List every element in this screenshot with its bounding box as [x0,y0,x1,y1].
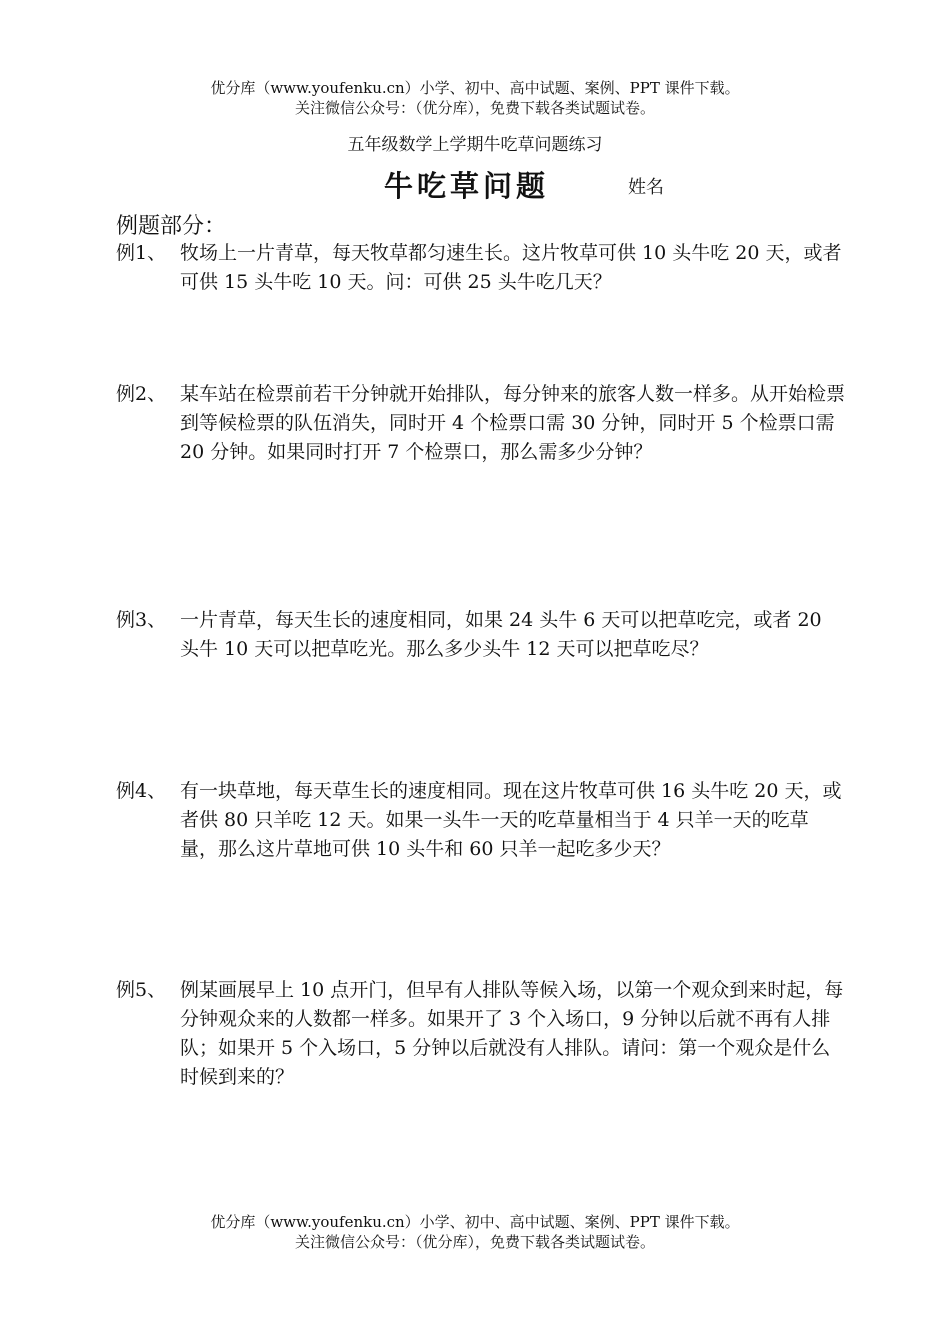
header-line-1: 优分库（www.youfenku.cn）小学、初中、高中试题、案例、PPT 课件下载。 [210,79,740,97]
problem-5 [116,976,846,1092]
problem-label: 例4、 [116,780,167,802]
problem-text: 例某画展早上 10 点开门，但早有人排队等候入场，以第一个观众到来时起，每分钟观众来的人数都一样多。如果开了 3 个入场口，9 分钟以后就不再有人排队；如果开 5 个入场口，5 分钟以后就没有人排队。请问：第一个观众是什么时候到来的？ [180,979,844,1088]
page-title: 牛吃草问题 [384,169,550,203]
problem-text: 一片青草，每天生长的速度相同，如果 24 头牛 6 天可以把草吃完，或者 20 头牛 10 天可以把草吃光。那么多少头牛 12 天可以把草吃尽？ [180,609,822,660]
page-footer [0,1212,950,1252]
problem-label: 例5、 [116,979,167,1001]
problem-2 [116,380,846,467]
problem-text: 牧场上一片青草，每天牧草都匀速生长。这片牧草可供 10 头牛吃 20 天，或者可供 15 头牛吃 10 天。问：可供 25 头牛吃几天？ [180,242,842,293]
problem-label: 例3、 [116,609,167,631]
worksheet-subtitle: 五年级数学上学期牛吃草问题练习 [347,135,603,155]
header-line-2: 关注微信公众号：（优分库），免费下载各类试题试卷。 [294,99,655,117]
problem-label: 例1、 [116,242,167,264]
name-label: 姓名 [628,177,664,198]
section-heading: 例题部分： [116,214,227,239]
problem-1 [116,239,846,297]
footer-line-1: 优分库（www.youfenku.cn）小学、初中、高中试题、案例、PPT 课件下载。 [210,1213,740,1231]
problem-text: 有一块草地，每天草生长的速度相同。现在这片牧草可供 16 头牛吃 20 天，或者供 80 只羊吃 12 天。如果一头牛一天的吃草量相当于 4 只羊一天的吃草量，那么这片草地可供 10 头牛和 60 只羊一起吃多少天？ [180,780,842,860]
problem-text: 某车站在检票前若干分钟就开始排队，每分钟来的旅客人数一样多。从开始检票到等候检票的队伍消失，同时开 4 个检票口需 30 分钟，同时开 5 个检票口需 20 分钟。如果同时打开 7 个检票口，那么需多少分钟？ [180,383,846,463]
problem-3 [116,606,846,664]
problem-label: 例2、 [116,383,167,405]
footer-line-2: 关注微信公众号：（优分库），免费下载各类试题试卷。 [294,1233,655,1251]
problem-4 [116,777,846,864]
page-header [0,78,950,118]
title-row [0,164,950,204]
